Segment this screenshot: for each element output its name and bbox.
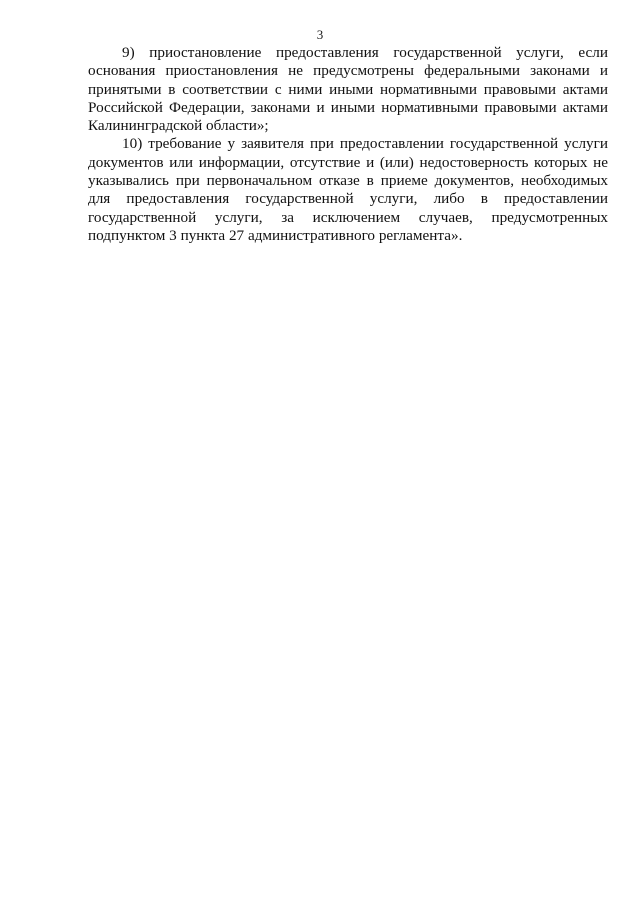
page-number: 3 (316, 27, 324, 42)
paragraph-item-10: 10) требование у заявителя при предоставлении государственной услуги документов или информации, отсутствие и (или) недостоверность которых не указывались при первоначальном отказе в приеме документов, необходимых для предоставления государственной услуги, либо в предоставлении государственной услуги, за исключением случаев, предусмотренных подпунктом 3 пункта 27 административного регламента». (88, 135, 608, 244)
paragraph-item-9: 9) приостановление предоставления государственной услуги, если основания приостановления не предусмотрены федеральными законами и принятыми в соответствии с ними иными нормативными правовыми актами Российской Федерации, законами и иными нормативными правовыми актами Калининградской области»; (88, 44, 608, 135)
document-body (88, 44, 608, 245)
